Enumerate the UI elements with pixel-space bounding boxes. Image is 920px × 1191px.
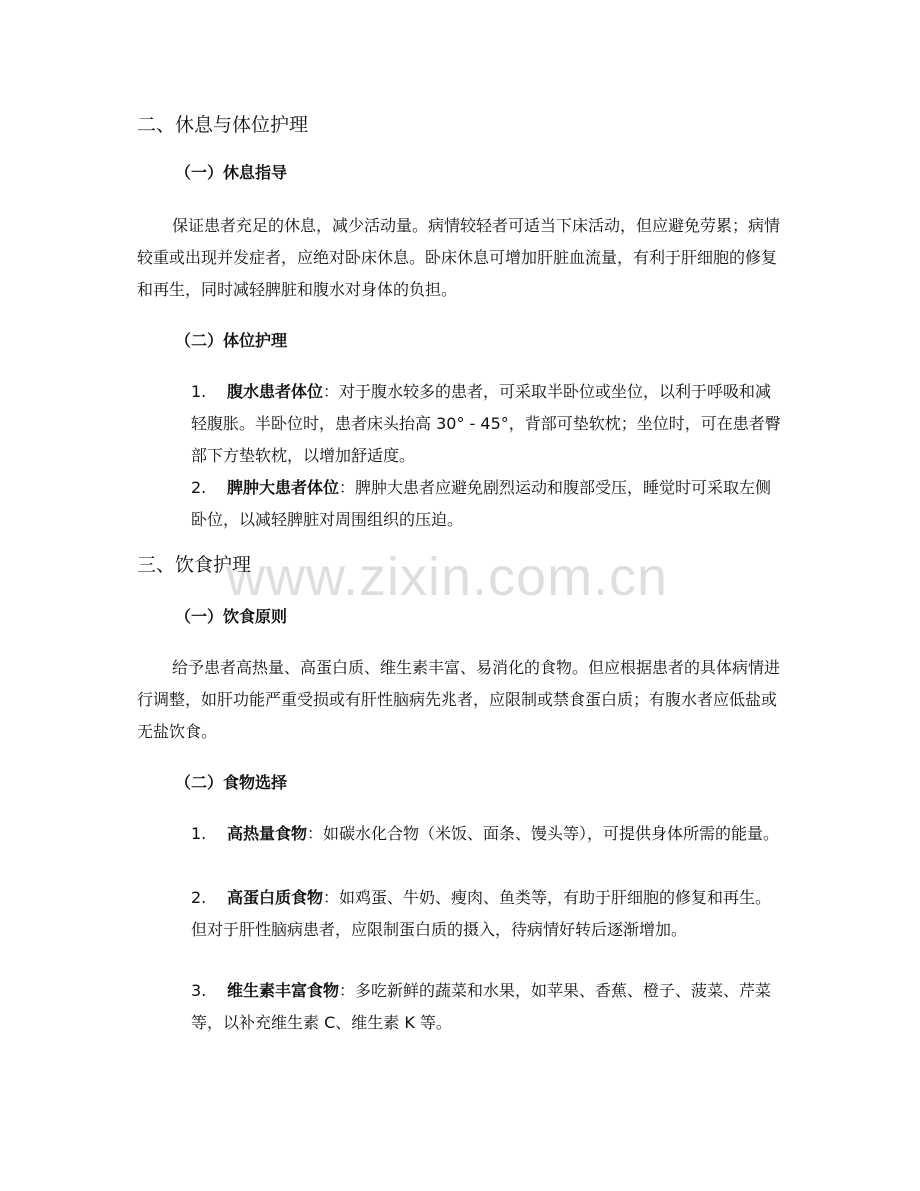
section-heading-diet: 三、饮食护理	[137, 554, 252, 576]
subheading-rest-guidance: （一）休息指导	[175, 163, 288, 182]
item-term: 脾肿大患者体位	[227, 478, 340, 497]
item-text: ：多吃新鲜的蔬菜和水果，如苹果、香蕉、橙子、菠菜、芹菜等，以补充维生素 C、维生素 K 等。	[191, 981, 772, 1032]
item-text: ：如鸡蛋、牛奶、瘦肉、鱼类等，有助于肝细胞的修复和再生。但对于肝性脑病患者，应限制蛋白质的摄入，待病情好转后逐渐增加。	[191, 888, 772, 939]
paragraph-diet-principles	[137, 652, 787, 748]
subheading-diet-principles: （一）饮食原则	[175, 607, 288, 626]
item-term: 维生素丰富食物	[227, 981, 340, 1000]
paragraph-text: 给予患者高热量、高蛋白质、维生素丰富、易消化的食物。但应根据患者的具体病情进行调整，如肝功能严重受损或有肝性脑病先兆者，应限制或禁食蛋白质；有腹水者应低盐或无盐饮食。	[137, 658, 781, 741]
list-item-high-calorie-food	[191, 818, 787, 850]
list-item-ascites-position	[191, 376, 787, 472]
list-item-splenomegaly-position	[191, 472, 787, 536]
item-term: 高热量食物	[227, 824, 308, 843]
item-number: 1.	[191, 382, 207, 401]
item-text: ：脾肿大患者应避免剧烈运动和腹部受压，睡觉时可采取左侧卧位，以减轻脾脏对周围组织的压迫。	[191, 478, 772, 529]
subheading-position-care: （二）体位护理	[175, 331, 288, 350]
item-text: ：对于腹水较多的患者，可采取半卧位或坐位，以利于呼吸和减轻腹胀。半卧位时，患者床头抬高 30° - 45°，背部可垫软枕；坐位时，可在患者臀部下方垫软枕，以增加舒适度。	[191, 382, 781, 465]
list-item-high-protein-food	[191, 882, 787, 946]
section-heading-rest: 二、休息与体位护理	[137, 114, 309, 136]
list-item-vitamin-food	[191, 975, 787, 1039]
item-number: 2.	[191, 888, 207, 907]
item-number: 2.	[191, 478, 207, 497]
item-term: 高蛋白质食物	[227, 888, 324, 907]
item-number: 1.	[191, 824, 207, 843]
item-term: 腹水患者体位	[227, 382, 324, 401]
item-text: ：如碳水化合物（米饭、面条、馒头等），可提供身体所需的能量。	[307, 824, 780, 843]
item-number: 3.	[191, 981, 207, 1000]
paragraph-rest-guidance	[137, 210, 787, 306]
paragraph-text: 保证患者充足的休息，减少活动量。病情较轻者可适当下床活动，但应避免劳累；病情较重或出现并发症者，应绝对卧床休息。卧床休息可增加肝脏血流量，有利于肝细胞的修复和再生，同时减轻脾脏和腹水对身体的负担。	[137, 216, 781, 299]
watermark: www.zixin.com.cn	[226, 547, 669, 607]
subheading-food-choice: （二）食物选择	[175, 773, 288, 792]
